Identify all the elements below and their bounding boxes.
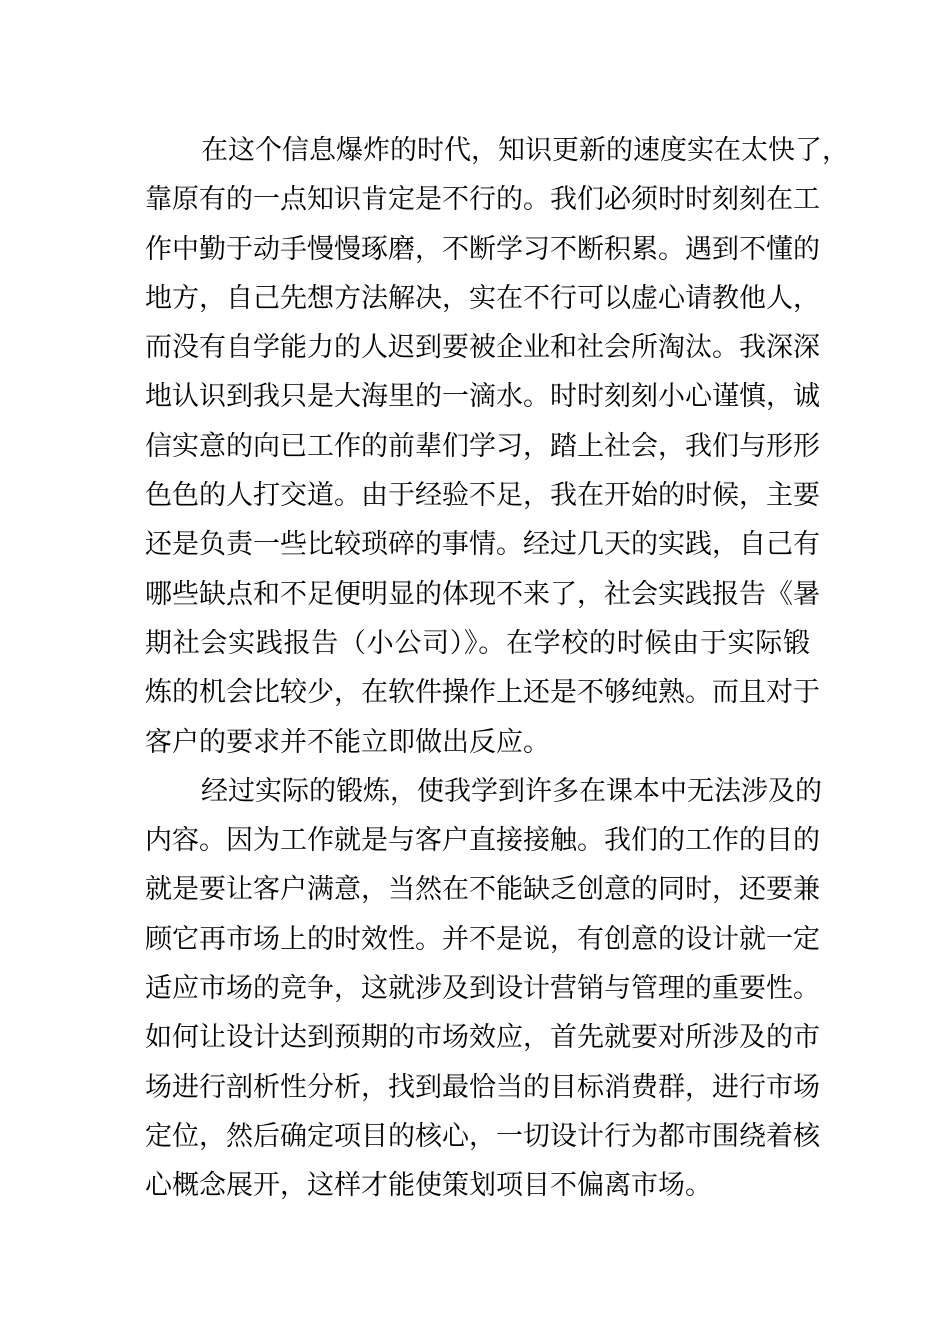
text-line: 地方，自己先想方法解决，实在不行可以虚心请教他人， [145,282,820,314]
text-line: 哪些缺点和不足便明显的体现不来了，社会实践报告《暑 [145,578,820,610]
paragraph-1 [145,126,849,767]
text-line: 顾它再市场上的时效性。并不是说，有创意的设计就一定 [145,923,820,955]
text-line: 定位，然后确定项目的核心，一切设计行为都市围绕着核 [145,1120,820,1152]
text-line: 就是要让客户满意，当然在不能缺乏创意的同时，还要兼 [145,874,820,906]
text-line: 还是负责一些比较琐碎的事情。经过几天的实践，自己有 [145,529,820,561]
text-line: 色色的人打交道。由于经验不足，我在开始的时候，主要 [145,480,820,512]
text-line: 靠原有的一点知识肯定是不行的。我们必须时时刻刻在工 [145,184,820,216]
text-line: 作中勤于动手慢慢琢磨，不断学习不断积累。遇到不懂的 [145,233,820,265]
text-line: 如何让设计达到预期的市场效应，首先就要对所涉及的市 [145,1022,820,1054]
text-line: 地认识到我只是大海里的一滴水。时时刻刻小心谨慎，诚 [145,381,820,413]
document-body [145,126,849,1211]
text-line: 客户的要求并不能立即做出反应。 [145,726,550,758]
text-line: 经过实际的锻炼，使我学到许多在课本中无法涉及的 [201,775,822,807]
text-line: 信实意的向已工作的前辈们学习，踏上社会，我们与形形 [145,430,820,462]
text-line: 而没有自学能力的人迟到要被企业和社会所淘汰。我深深 [145,332,820,364]
paragraph-2 [145,767,822,1211]
text-line: 炼的机会比较少，在软件操作上还是不够纯熟。而且对于 [145,677,820,709]
text-line: 适应市场的竞争，这就涉及到设计营销与管理的重要性。 [145,973,820,1005]
text-line: 心概念展开，这样才能使策划项目不偏离市场。 [145,1170,712,1202]
text-line: 场进行剖析性分析，找到最恰当的目标消费群，进行市场 [145,1071,820,1103]
text-line: 在这个信息爆炸的时代，知识更新的速度实在太快了， [201,135,849,166]
text-line: 内容。因为工作就是与客户直接接触。我们的工作的目的 [145,825,820,857]
text-line: 期社会实践报告（小公司）》。在学校的时候由于实际锻 [145,627,810,659]
